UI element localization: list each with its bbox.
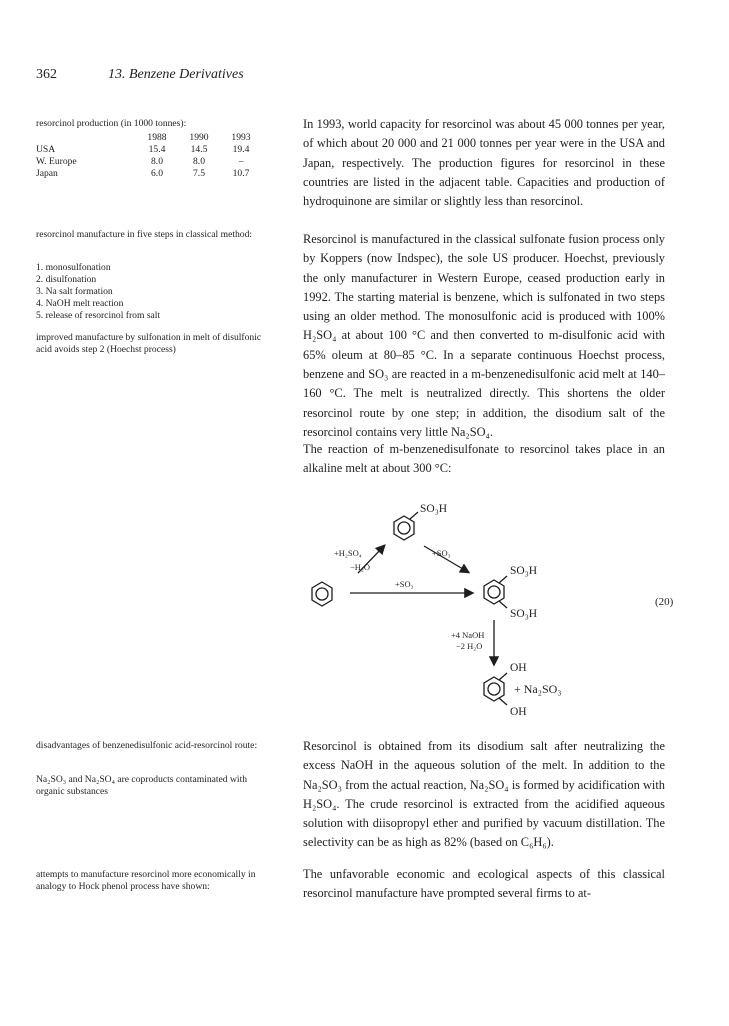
table-header-cell: 1993 xyxy=(231,132,251,143)
table-cell: 14.5 xyxy=(190,144,208,155)
table-cell: 6.0 xyxy=(151,168,163,179)
list-item: 3. Na salt formation xyxy=(36,286,113,297)
benzenedisulfonic-acid-ring xyxy=(484,576,507,608)
steps-caption: resorcinol manufacture in five steps in classical method: xyxy=(36,229,253,240)
reagent-h2so4: +H₂SO₄ xyxy=(334,548,362,558)
production-caption: resorcinol production (in 1000 tonnes): xyxy=(36,118,187,129)
table-cell: 10.7 xyxy=(232,168,250,179)
reagent-so3-right: +SO₃ xyxy=(432,548,451,558)
table-cell-region: USA xyxy=(36,144,56,155)
benzene-ring xyxy=(312,582,332,606)
list-item: 4. NaOH melt reaction xyxy=(36,298,124,309)
product-sulfonic-label-2: SO₃H xyxy=(510,608,538,620)
reagent-water-loss: −2 H₂O xyxy=(456,641,483,651)
product-sulfonic-label-1: SO₃H xyxy=(510,565,538,577)
disadvantages-caption: disadvantages of benzenedisulfonic acid-resorcinol route: xyxy=(36,740,258,751)
table-cell: – xyxy=(238,156,244,167)
benzenesulfonic-acid-ring xyxy=(394,512,418,540)
paragraph-capacity: In 1993, world capacity for resorcinol was about 45 000 tonnes per year, of which about 20 000 and 21 000 tonnes per year were in the USA and Japan, respectively. The production figures for resorcinol in these countries are listed in the adjacent table. Capacities and production of hydroquinone are similar or slightly less than resorcinol. xyxy=(303,117,665,209)
table-cell: 19.4 xyxy=(232,144,250,155)
paragraph-alternatives: The unfavorable economic and ecological aspects of this classical resorcinol manufacture have prompted several firms to at- xyxy=(303,867,665,901)
hydroxyl-label-1: OH xyxy=(510,662,527,674)
table-header-cell: 1988 xyxy=(147,132,167,143)
table-cell: 7.5 xyxy=(193,168,205,179)
hydroxyl-label-2: OH xyxy=(510,706,527,718)
reagent-naoh: +4 NaOH xyxy=(451,630,485,640)
reaction-scheme xyxy=(300,490,670,725)
coproducts-note: Na₂SO₃ and Na₂SO₄ are coproducts contaminated with organic substances xyxy=(36,774,248,797)
coproduct-label: + Na₂SO₃ xyxy=(514,682,562,696)
equation-number: (20) xyxy=(655,596,674,608)
list-item: 2. disulfonation xyxy=(36,274,97,285)
table-cell-region: Japan xyxy=(36,168,58,179)
improved-note: improved manufacture by sulfonation in melt of disulfonic acid avoids step 2 (Hoechst process) xyxy=(36,332,262,355)
paragraph-manufacture: Resorcinol is manufactured in the classical sulfonate fusion process only by Koppers (now Indspec), the sole US producer. Hoechst, previously the only manufacturer in Western Europe, ceased production early in 1992. The starting material is benzene, which is sulfonated in two steps using an older method. The monosulfonic acid is produced with 100% H₂SO₄ at about 100 °C and then converted to m-disulfonic acid with 65% oleum at 80–85 °C. In a separate continuous Hoechst process, benzene and SO₃ are reacted in a m-benzenedisulfonic acid melt at 140–160 °C. The melt is neutralized directly. This shortens the older resorcinol route by one step; in addition, the disodium salt of the resorcinol contains very little Na₂SO₄. xyxy=(303,232,665,439)
table-header-row xyxy=(36,132,262,144)
production-table xyxy=(36,132,262,180)
paragraph-workup: Resorcinol is obtained from its disodium salt after neutralizing the excess NaOH in the aqueous solution of the melt. In addition to the Na₂SO₃ from the actual reaction, Na₂SO₄ is formed by acidification with H₂SO₄. The crude resorcinol is extracted from the acidified aqueous solution with diisopropyl ether and purified by vacuum distillation. The selectivity can be as high as 82% (based on C₆H₆). xyxy=(303,739,665,850)
table-cell-region: W. Europe xyxy=(36,156,77,167)
list-item: 1. monosulfonation xyxy=(36,262,111,273)
table-cell: 8.0 xyxy=(193,156,205,167)
table-row xyxy=(36,156,262,168)
reagent-minus-water: −H₂O xyxy=(350,562,371,572)
table-cell: 8.0 xyxy=(151,156,163,167)
paragraph-reaction: The reaction of m-benzenedisulfonate to resorcinol takes place in an alkaline melt at about 300 °C: xyxy=(303,442,665,476)
chapter-title: 13. Benzene Derivatives xyxy=(108,67,244,82)
list-item: 5. release of resorcinol from salt xyxy=(36,310,161,321)
reagent-so3-mid: +SO₃ xyxy=(395,579,414,589)
table-row xyxy=(36,168,262,180)
resorcinol-ring xyxy=(484,673,507,705)
steps-list xyxy=(36,262,276,322)
attempts-note: attempts to manufacture resorcinol more economically in analogy to Hock phenol process have shown: xyxy=(36,869,256,892)
table-header-cell: 1990 xyxy=(189,132,209,143)
table-cell: 15.4 xyxy=(148,144,166,155)
table-row xyxy=(36,144,262,156)
top-sulfonic-label: SO₃H xyxy=(420,503,448,515)
page-number: 362 xyxy=(36,67,57,82)
